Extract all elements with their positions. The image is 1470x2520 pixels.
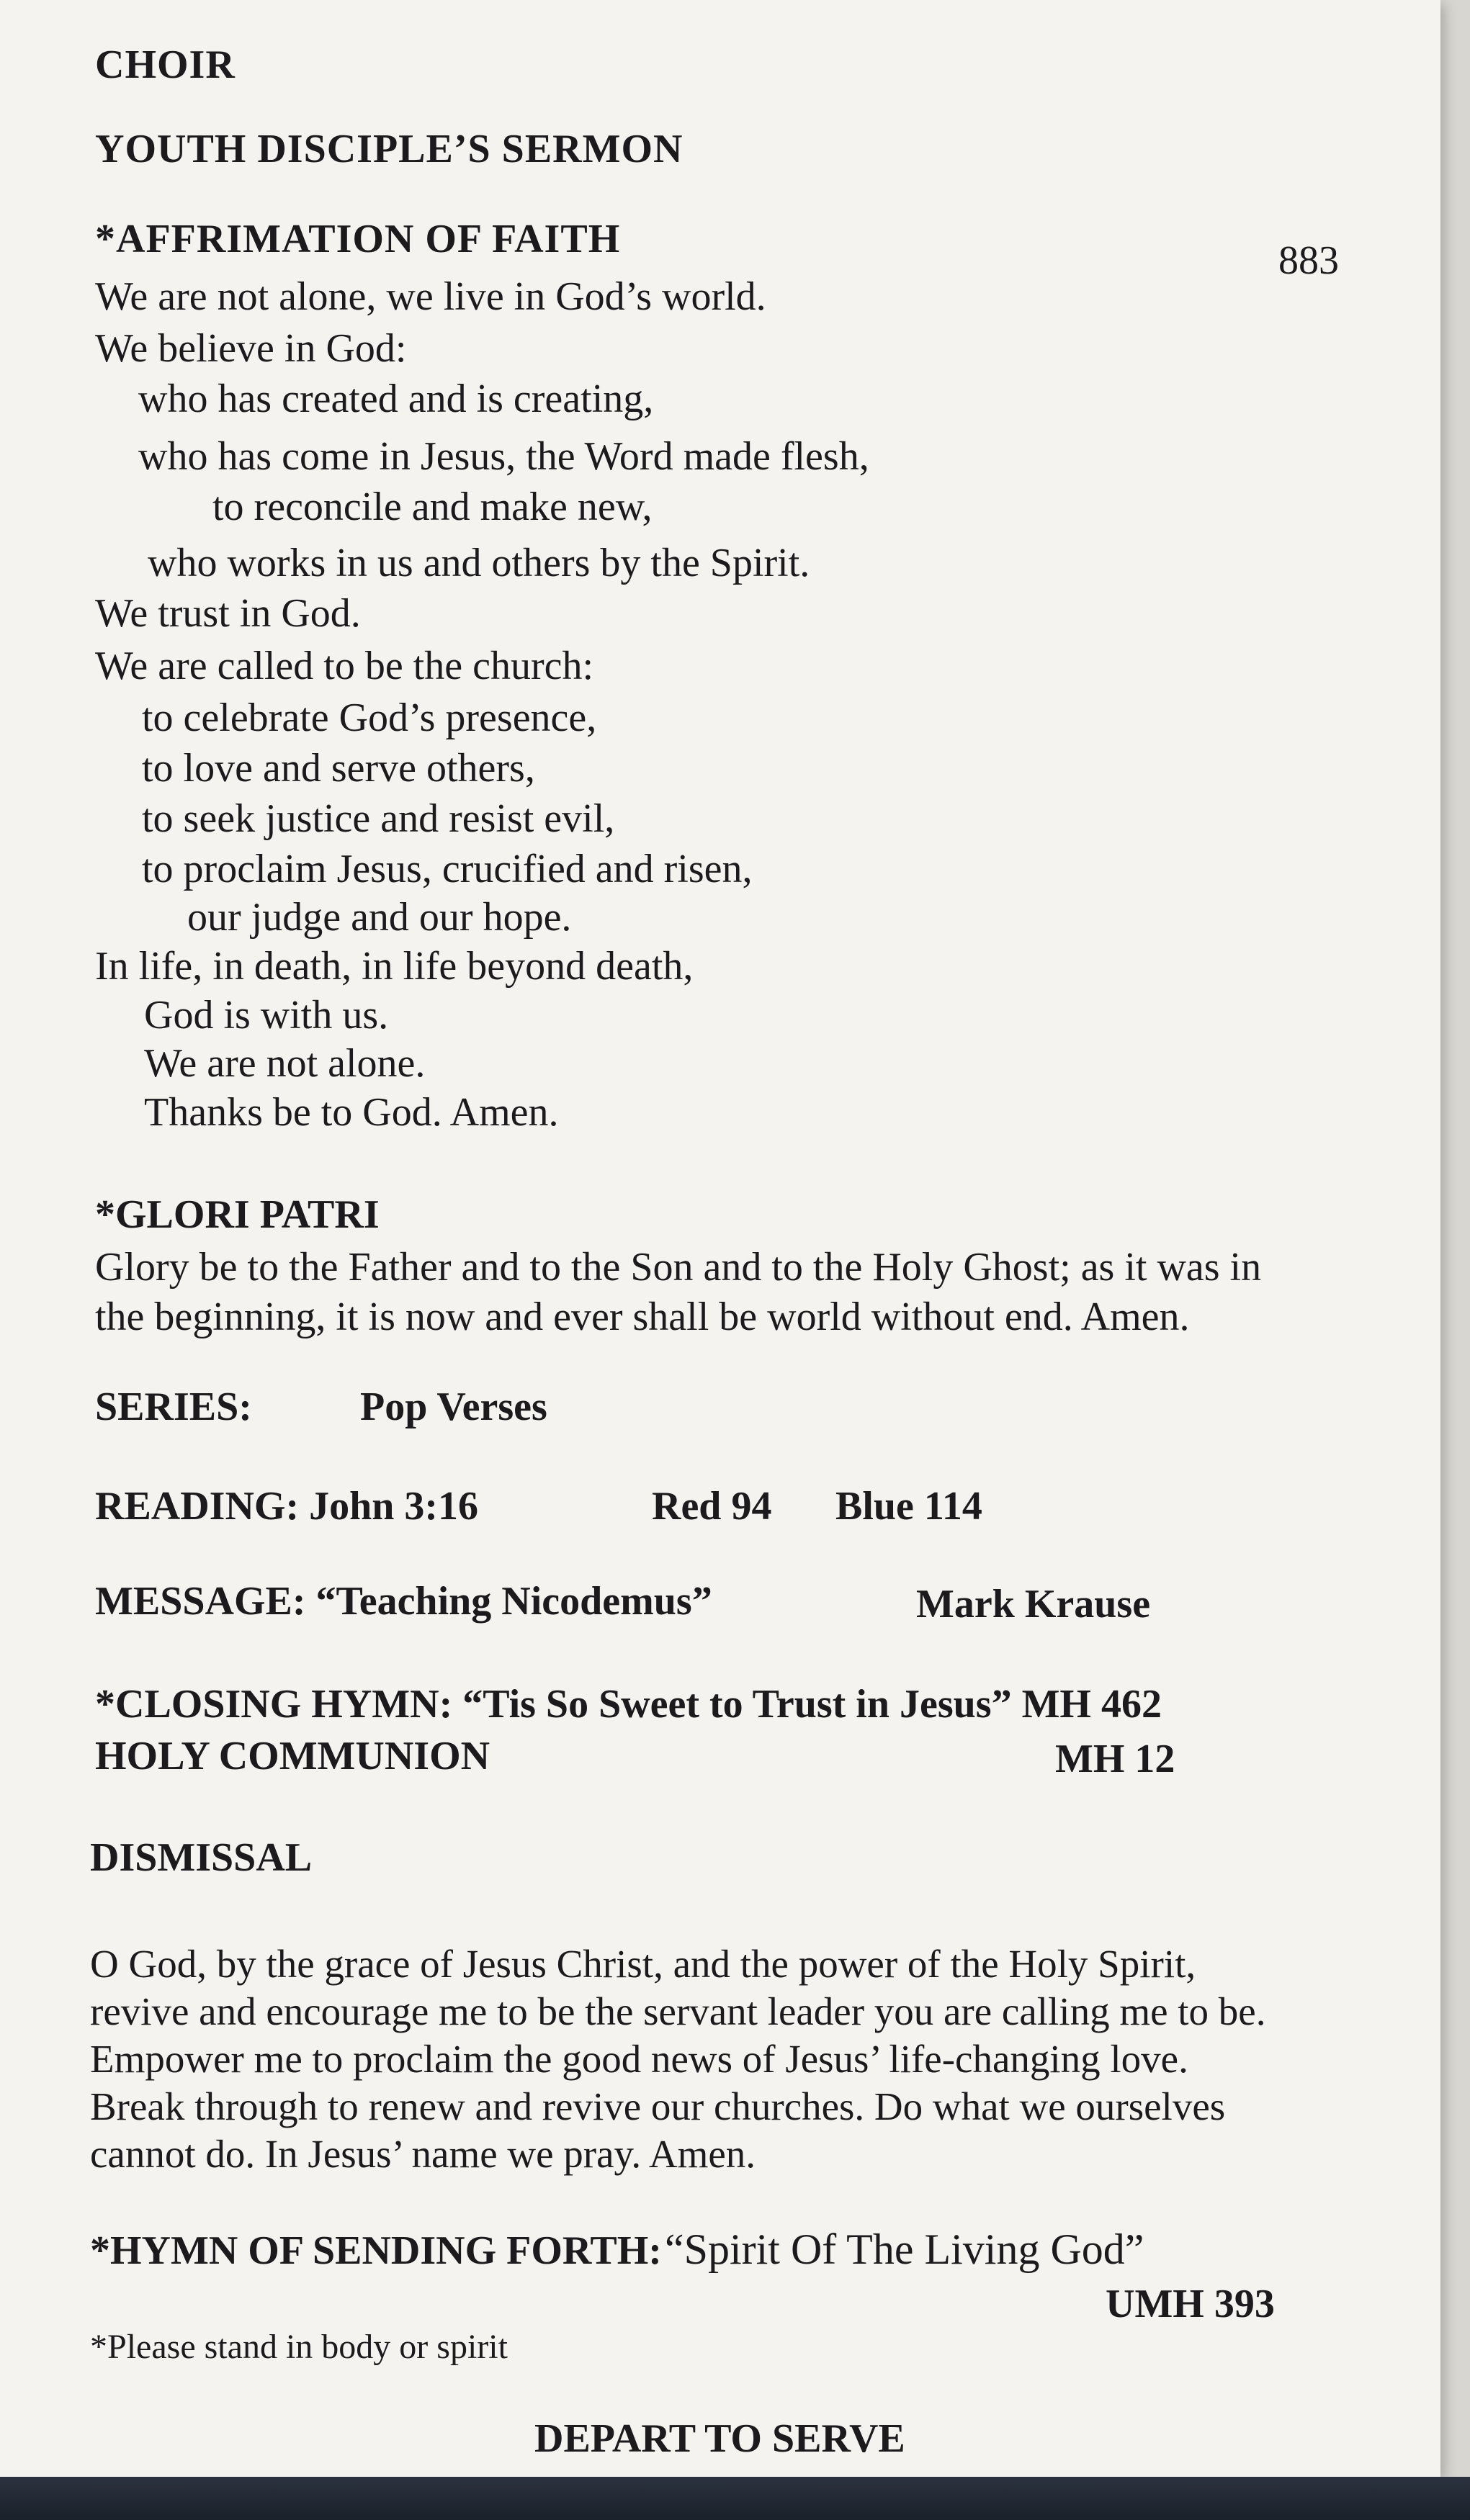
reading-label: READING: John 3:16 xyxy=(95,1484,479,1529)
dismissal-heading: DISMISSAL xyxy=(90,1835,313,1880)
affirmation-line: who has created and is creating, xyxy=(138,377,654,421)
affirmation-heading: *AFFRIMATION OF FAITH xyxy=(95,217,621,261)
series-label: SERIES: xyxy=(95,1385,252,1429)
affirmation-line: In life, in death, in life beyond death, xyxy=(95,944,694,989)
affirmation-line: We are not alone. xyxy=(144,1041,426,1086)
affirmation-line: Thanks be to God. Amen. xyxy=(144,1090,559,1135)
prayer-line: cannot do. In Jesus’ name we pray. Amen. xyxy=(90,2132,756,2176)
glori-patri-line: Glory be to the Father and to the Son and to the Holy Ghost; as it was in xyxy=(95,1245,1262,1290)
choir-heading: CHOIR xyxy=(95,42,236,87)
prayer-line: Break through to renew and revive our churches. Do what we ourselves xyxy=(90,2084,1226,2128)
prayer-line: Empower me to proclaim the good news of Jesus’ life-changing love. xyxy=(90,2037,1188,2081)
affirmation-line: to proclaim Jesus, crucified and risen, xyxy=(142,847,753,891)
sending-forth-line xyxy=(90,2225,1144,2274)
depart-to-serve: DEPART TO SERVE xyxy=(534,2416,905,2461)
sending-forth-ref: UMH 393 xyxy=(1106,2282,1275,2326)
affirmation-line: We trust in God. xyxy=(95,591,361,636)
page-bottom-edge xyxy=(0,2477,1470,2520)
reading-blue: Blue 114 xyxy=(835,1484,982,1529)
affirmation-line: to seek justice and resist evil, xyxy=(142,796,615,841)
message-label: MESSAGE: “Teaching Nicodemus” xyxy=(95,1579,712,1624)
sending-forth-label: *HYMN OF SENDING FORTH: xyxy=(90,2228,662,2273)
prayer-line: O God, by the grace of Jesus Christ, and the power of the Holy Spirit, xyxy=(90,1942,1196,1986)
holy-communion-ref: MH 12 xyxy=(1055,1737,1175,1781)
affirmation-line: our judge and our hope. xyxy=(187,895,572,940)
closing-hymn: *CLOSING HYMN: “Tis So Sweet to Trust in Jesus” MH 462 xyxy=(95,1682,1162,1727)
affirmation-line: to celebrate God’s presence, xyxy=(142,696,597,740)
glori-patri-heading: *GLORI PATRI xyxy=(95,1192,380,1237)
holy-communion: HOLY COMMUNION xyxy=(95,1734,490,1778)
message-speaker: Mark Krause xyxy=(916,1582,1151,1626)
affirmation-line: who has come in Jesus, the Word made flesh, xyxy=(138,434,869,479)
youth-sermon-heading: YOUTH DISCIPLE’S SERMON xyxy=(95,127,684,171)
affirmation-line: We believe in God: xyxy=(95,326,407,371)
affirmation-line: God is with us. xyxy=(144,993,389,1038)
prayer-line: revive and encourage me to be the servant leader you are calling me to be. xyxy=(90,1989,1266,2033)
sending-forth-title: “Spirit Of The Living God” xyxy=(664,2226,1144,2273)
glori-patri-line: the beginning, it is now and ever shall be world without end. Amen. xyxy=(95,1295,1190,1339)
affirmation-line: We are called to be the church: xyxy=(95,644,594,688)
affirmation-line: to reconcile and make new, xyxy=(212,485,653,529)
series-value: Pop Verses xyxy=(360,1385,547,1429)
affirmation-line: We are not alone, we live in God’s world. xyxy=(95,274,766,319)
reading-red: Red 94 xyxy=(652,1484,772,1529)
affirmation-number: 883 xyxy=(1278,238,1339,283)
affirmation-line: who works in us and others by the Spirit. xyxy=(148,541,810,585)
stand-note: *Please stand in body or spirit xyxy=(90,2328,508,2366)
affirmation-line: to love and serve others, xyxy=(142,746,535,791)
